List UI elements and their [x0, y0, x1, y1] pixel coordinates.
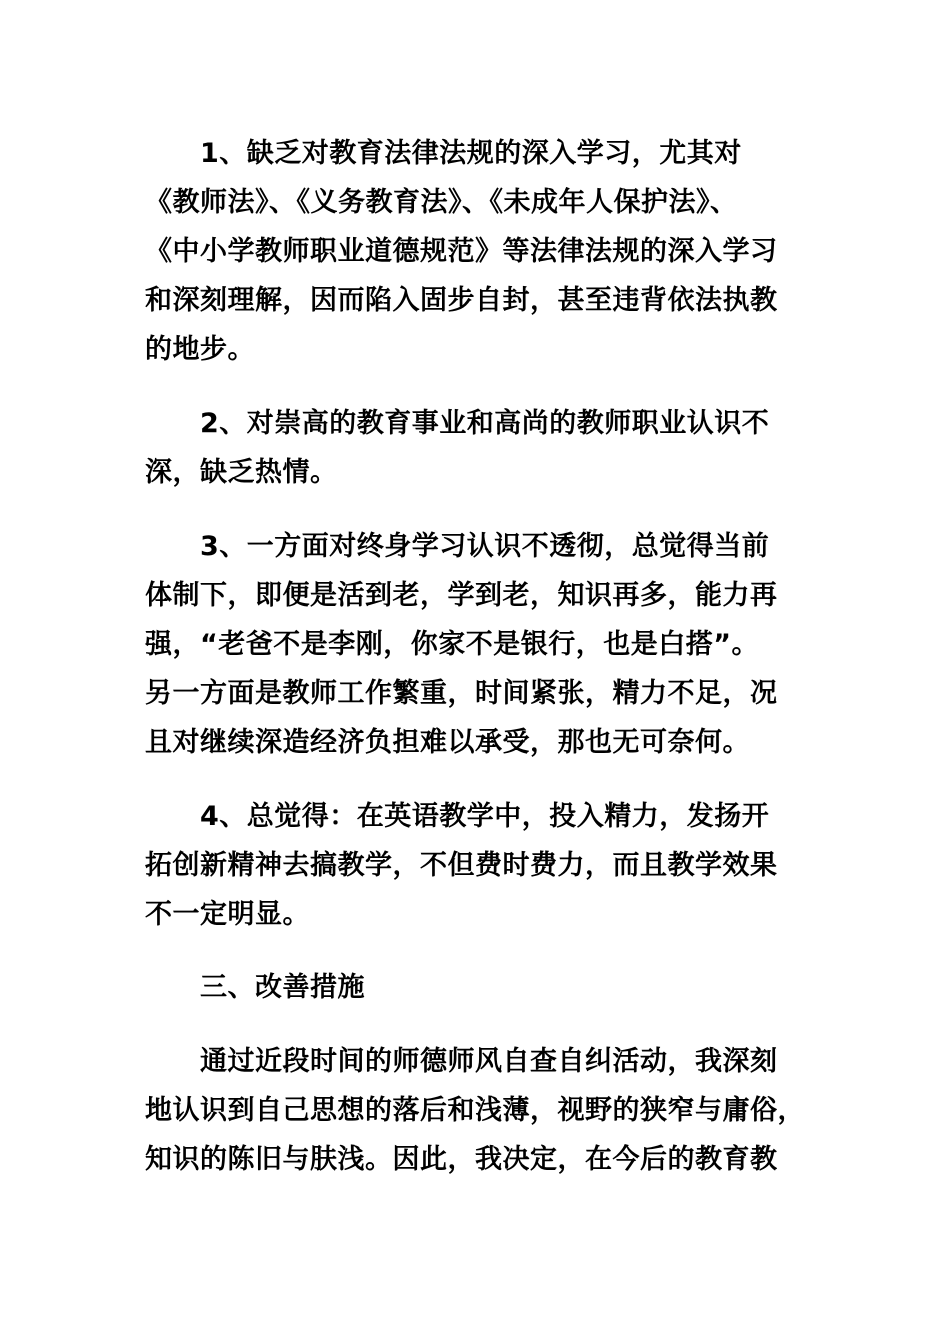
paragraph-2-line-2: 深，缺乏热情。 [145, 457, 338, 488]
paragraph-5-line-3: 知识的陈旧与肤浅。因此，我决定，在今后的教育教 [145, 1144, 778, 1175]
paragraph-2-line-1: 2、对崇高的教育事业和高尚的教师职业认识不 [200, 408, 770, 439]
paragraph-4-line-1: 4、总觉得：在英语教学中，投入精力，发扬开 [200, 801, 770, 832]
paragraph-3-line-5: 且对继续深造经济负担难以承受，那也无可奈何。 [145, 727, 750, 758]
paragraph-1-line-1: 1、缺乏对教育法律法规的深入学习，尤其对 [200, 138, 742, 169]
paragraph-3-line-2: 体制下，即便是活到老，学到老，知识再多，能力再 [145, 580, 778, 611]
paragraph-3-line-4: 另一方面是教师工作繁重，时间紧张，精力不足，况 [145, 678, 778, 709]
paragraph-5-line-2: 地认识到自己思想的落后和浅薄，视野的狭窄与庸俗， [145, 1095, 805, 1126]
paragraph-3-line-3: 强，“老爸不是李刚，你家不是银行，也是白搭”。 [145, 629, 759, 660]
paragraph-1-line-3: 《中小学教师职业道德规范》等法律法规的深入学习 [145, 236, 778, 267]
paragraph-4-line-2: 拓创新精神去搞教学，不但费时费力，而且教学效果 [145, 850, 778, 881]
paragraph-3-line-1: 3、一方面对终身学习认识不透彻，总觉得当前 [200, 531, 770, 562]
paragraph-1-line-4: 和深刻理解，因而陷入固步自封，甚至违背依法执教 [145, 285, 778, 316]
paragraph-1-line-2: 《教师法》、《义务教育法》、《未成年人保护法》、 [145, 187, 738, 218]
paragraph-5-line-1: 通过近段时间的师德师风自查自纠活动，我深刻 [200, 1046, 778, 1077]
section-heading: 三、改善措施 [200, 972, 365, 1003]
paragraph-1-line-5: 的地步。 [145, 334, 255, 365]
paragraph-4-line-3: 不一定明显。 [145, 899, 310, 930]
